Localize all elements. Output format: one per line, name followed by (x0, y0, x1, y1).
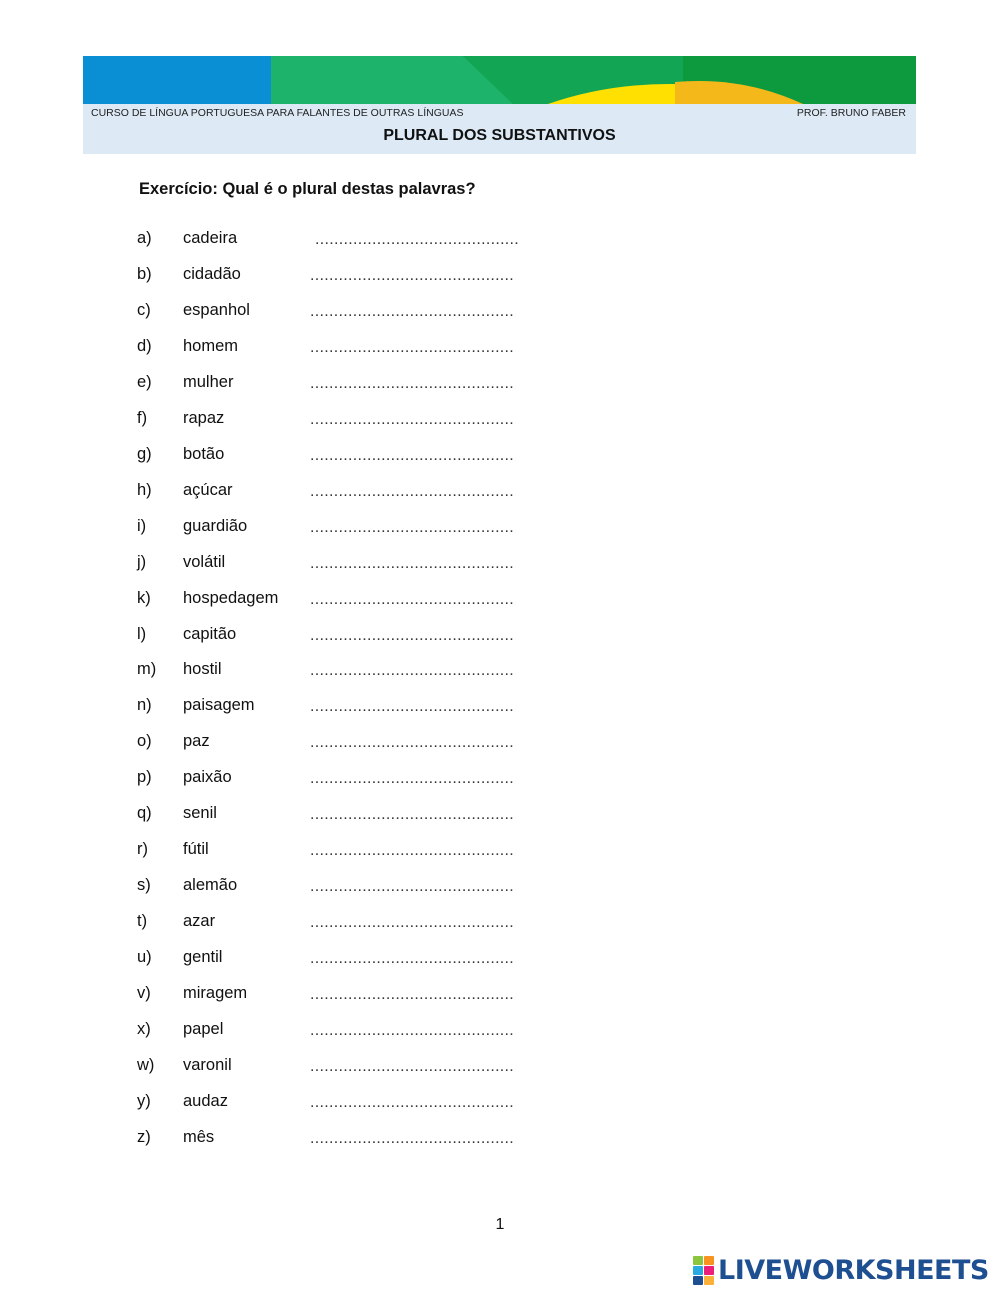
item-word: homem (183, 336, 239, 355)
answer-input[interactable] (310, 337, 530, 359)
answer-input[interactable] (310, 1056, 530, 1078)
item-word: mulher (183, 372, 234, 391)
exercise-item (0, 1056, 600, 1080)
exercise-item (0, 732, 600, 756)
item-letter: v) (137, 984, 151, 1002)
item-letter: x) (137, 1019, 151, 1038)
item-letter: z) (137, 1127, 151, 1146)
item-word: senil (183, 804, 217, 823)
answer-input[interactable] (310, 409, 530, 431)
answer-input[interactable] (310, 912, 530, 934)
item-letter: q) (137, 804, 152, 823)
item-word: paz (183, 732, 210, 751)
item-word: audaz (183, 1091, 228, 1110)
exercise-item (0, 589, 600, 613)
item-letter: r) (137, 840, 148, 859)
exercise-item (0, 445, 600, 469)
answer-input[interactable] (310, 589, 530, 611)
answer-input[interactable] (310, 445, 530, 467)
exercise-item (0, 625, 600, 649)
exercise-item (0, 229, 600, 253)
item-word: gentil (183, 948, 223, 966)
page-number: 1 (495, 1216, 505, 1233)
item-word: cidadão (183, 264, 241, 283)
exercise-item (0, 768, 600, 792)
answer-input[interactable] (310, 301, 530, 323)
item-word: papel (183, 1019, 224, 1038)
item-letter: s) (137, 876, 151, 895)
item-letter: e) (137, 372, 152, 391)
item-letter: l) (137, 624, 147, 643)
course-name: CURSO DE LÍNGUA PORTUGUESA PARA FALANTES DE OUTRAS LÍNGUAS (91, 107, 464, 119)
answer-input[interactable] (310, 517, 530, 539)
answer-input[interactable] (310, 840, 530, 862)
exercise-item (0, 660, 600, 684)
exercise-item (0, 373, 600, 397)
answer-input[interactable] (310, 625, 530, 647)
item-word: paixão (183, 768, 232, 787)
item-word: azar (183, 912, 216, 931)
item-letter: a) (137, 229, 152, 247)
item-letter: j) (137, 552, 147, 571)
item-letter: p) (137, 768, 152, 787)
banner-graphic (83, 56, 916, 104)
teacher-name: PROF. BRUNO FABER (796, 107, 906, 119)
item-word: açúcar (183, 480, 233, 499)
brand-logo[interactable] (693, 1256, 989, 1284)
item-letter: f) (137, 408, 148, 427)
item-letter: n) (137, 696, 152, 715)
item-letter: g) (137, 444, 152, 463)
exercise-item (0, 553, 600, 577)
exercise-item (0, 1092, 600, 1116)
item-word: capitão (183, 624, 237, 643)
answer-input[interactable] (310, 1092, 530, 1114)
answer-input[interactable] (310, 984, 530, 1006)
exercise-item (0, 948, 600, 972)
item-word: rapaz (183, 408, 225, 427)
exercise-item (0, 876, 600, 900)
answer-input[interactable] (310, 696, 530, 718)
exercise-item (0, 984, 600, 1008)
exercise-item (0, 265, 600, 289)
exercise-item (0, 840, 600, 864)
item-word: hospedagem (183, 588, 279, 607)
item-word: cadeira (183, 229, 238, 247)
item-word: volátil (183, 552, 226, 571)
item-word: mês (183, 1127, 215, 1146)
item-letter: m) (137, 660, 157, 679)
exercise-item (0, 1128, 600, 1152)
item-word: espanhol (183, 300, 250, 319)
header-bar (83, 104, 916, 154)
answer-input[interactable] (310, 804, 530, 826)
answer-input[interactable] (315, 229, 535, 251)
exercise-item (0, 517, 600, 541)
item-letter: c) (137, 300, 151, 319)
brand-name: LIVEWORKSHEETS (718, 1254, 989, 1286)
answer-input[interactable] (310, 876, 530, 898)
item-word: miragem (183, 984, 248, 1002)
exercise-instruction: Exercício: Qual é o plural destas palavras? (139, 180, 476, 198)
item-word: alemão (183, 876, 238, 895)
answer-input[interactable] (310, 768, 530, 790)
item-word: guardião (183, 516, 248, 535)
answer-input[interactable] (310, 732, 530, 754)
answer-input[interactable] (310, 265, 530, 287)
item-letter: d) (137, 336, 152, 355)
item-letter: i) (137, 516, 147, 535)
item-letter: y) (137, 1091, 151, 1110)
answer-input[interactable] (310, 553, 530, 575)
answer-input[interactable] (310, 481, 530, 503)
liveworksheets-logo-icon (693, 1256, 714, 1285)
header-banner (83, 56, 916, 104)
exercise-item (0, 804, 600, 828)
item-letter: o) (137, 732, 152, 751)
item-word: botão (183, 444, 225, 463)
exercise-item (0, 301, 600, 325)
item-word: varonil (183, 1055, 232, 1074)
answer-input[interactable] (310, 948, 530, 970)
item-letter: b) (137, 264, 152, 283)
item-word: hostil (183, 660, 222, 679)
item-letter: k) (137, 588, 151, 607)
item-word: fútil (183, 840, 209, 859)
answer-input[interactable] (310, 660, 530, 682)
answer-input[interactable] (310, 1020, 530, 1042)
answer-input[interactable] (310, 1128, 530, 1150)
answer-input[interactable] (310, 373, 530, 395)
item-word: paisagem (183, 696, 255, 715)
item-letter: u) (137, 948, 152, 966)
exercise-item (0, 1020, 600, 1044)
exercise-item (0, 337, 600, 361)
exercise-item (0, 696, 600, 720)
item-letter: t) (137, 912, 148, 931)
exercise-item (0, 481, 600, 505)
item-letter: w) (137, 1055, 155, 1074)
page-title: PLURAL DOS SUBSTANTIVOS (383, 127, 616, 144)
exercise-item (0, 409, 600, 433)
exercise-item (0, 912, 600, 936)
item-letter: h) (137, 480, 152, 499)
